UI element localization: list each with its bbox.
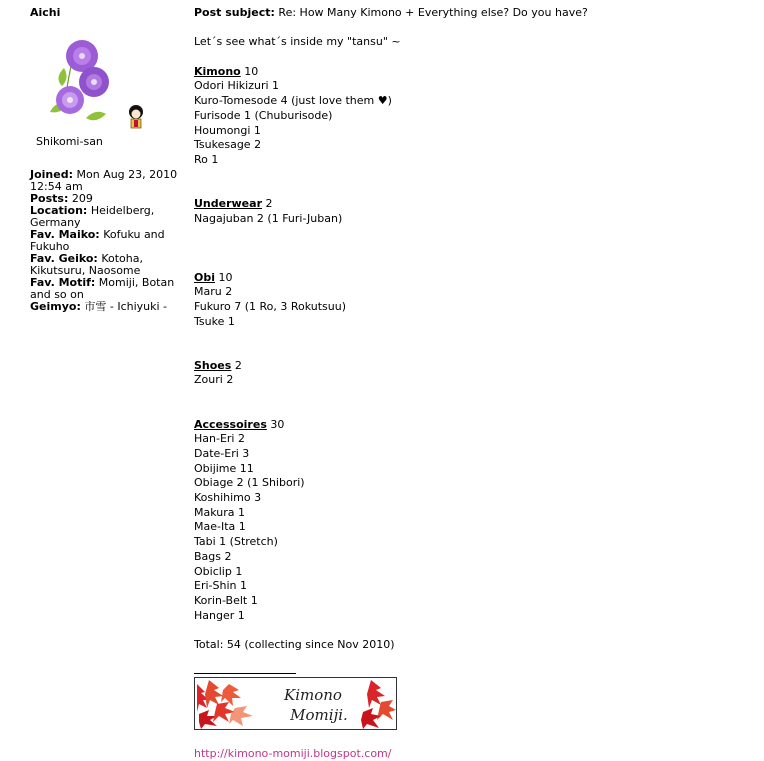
- profile-field: [30, 301, 188, 313]
- profile-field-label: Fav. Motif:: [30, 276, 96, 289]
- section-count: 10: [244, 64, 259, 78]
- signature-divider: [194, 673, 296, 674]
- profile-field-label: Joined:: [30, 168, 73, 181]
- section-title: Underwear: [194, 197, 262, 211]
- list-item: Tsuke 1: [194, 314, 235, 328]
- profile-field-label: Geimyo:: [30, 300, 81, 313]
- section-heading: [194, 65, 754, 80]
- list-item: Hanger 1: [194, 608, 245, 622]
- list-item: Obijime 11: [194, 461, 254, 475]
- section-count: 30: [270, 417, 285, 431]
- list-item: Mae-Ita 1: [194, 520, 246, 534]
- section-count: 10: [218, 270, 233, 284]
- profile-field: [30, 205, 188, 229]
- list-item: Obiage 2 (1 Shibori): [194, 476, 305, 490]
- profile-field-value: Kotoha, Kikutsuru, Naosome: [30, 252, 143, 277]
- list-item: Tsukesage 2: [194, 138, 262, 152]
- spacer: [194, 623, 754, 638]
- morning-glory-avatar: [36, 38, 116, 130]
- maiko-rank-icon: [126, 104, 146, 130]
- profile-field-value: 市雪 - Ichiyuki -: [84, 300, 168, 313]
- spacer: [194, 388, 754, 403]
- kimono-momiji-banner[interactable]: [194, 677, 397, 730]
- profile-field-value: Mon Aug 23, 2010 12:54 am: [30, 168, 178, 193]
- list-item: Zouri 2: [194, 373, 234, 387]
- list-item: Fukuro 7 (1 Ro, 3 Rokutsuu): [194, 299, 347, 313]
- profile-field-value: Kofuku and Fukuho: [30, 228, 165, 253]
- profile-field-value: Heidelberg, Germany: [30, 204, 155, 229]
- list-item: Furisode 1 (Chuburisode): [194, 108, 333, 122]
- post-subject-label: Post subject:: [194, 6, 275, 19]
- post-total: Total: 54 (collecting since Nov 2010): [194, 638, 395, 652]
- section-title: Kimono: [194, 64, 241, 78]
- spacer: [194, 329, 754, 344]
- list-item: Nagajuban 2 (1 Furi-Juban): [194, 211, 343, 225]
- list-item: Bags 2: [194, 549, 232, 563]
- section-count: 2: [234, 358, 242, 372]
- profile-field-value: Momiji, Botan and so on: [30, 276, 175, 301]
- spacer: [194, 21, 754, 36]
- list-item: Obiclip 1: [194, 564, 243, 578]
- spacer: [194, 403, 754, 418]
- list-item: Koshihimo 3: [194, 491, 262, 505]
- list-item: Eri-Shin 1: [194, 579, 247, 593]
- profile-field-label: Location:: [30, 204, 88, 217]
- maple-leaves-left: [197, 680, 253, 729]
- spacer: [194, 182, 754, 197]
- author-panel: [30, 6, 188, 313]
- list-item: Odori Hikizuri 1: [194, 79, 280, 93]
- spacer: [194, 50, 754, 65]
- maple-leaves-right: [361, 680, 396, 729]
- spacer: [194, 241, 754, 256]
- profile-field-value: 209: [71, 192, 93, 205]
- section-heading: [194, 418, 754, 433]
- list-item: Kuro-Tomesode 4 (just love them ♥): [194, 94, 392, 108]
- section-title: Accessoires: [194, 417, 267, 431]
- profile-field: [30, 253, 188, 277]
- post-subject-line: [194, 6, 754, 21]
- author-name[interactable]: Aichi: [30, 6, 61, 19]
- post-intro: Let´s see what´s inside my "tansu" ~: [194, 35, 401, 49]
- profile-field-label: Posts:: [30, 192, 69, 205]
- banner-line-1: Kimono: [284, 685, 342, 704]
- profile-field-label: Fav. Maiko:: [30, 228, 100, 241]
- inventory-sections: [194, 65, 754, 638]
- list-item: Ro 1: [194, 153, 219, 166]
- profile-field-label: Fav. Geiko:: [30, 252, 98, 265]
- section-heading: [194, 197, 754, 212]
- author-rank: Shikomi-san: [36, 135, 103, 148]
- profile-field: [30, 229, 188, 253]
- list-item: Han-Eri 2: [194, 432, 245, 446]
- blog-link[interactable]: http://kimono-momiji.blogspot.com/: [194, 746, 392, 760]
- banner-line-2: Momiji.: [290, 705, 348, 724]
- section-title: Obi: [194, 270, 215, 284]
- profile-field: [30, 169, 188, 193]
- list-item: Korin-Belt 1: [194, 593, 258, 607]
- post-body: [194, 6, 754, 761]
- post-subject: Re: How Many Kimono + Everything else? Do you have?: [278, 6, 588, 19]
- spacer: [194, 344, 754, 359]
- list-item: Houmongi 1: [194, 123, 261, 137]
- spacer: [194, 256, 754, 271]
- section-heading: [194, 271, 754, 286]
- list-item: Tabi 1 (Stretch): [194, 535, 278, 549]
- list-item: Maru 2: [194, 285, 233, 299]
- section-count: 2: [265, 197, 273, 211]
- spacer: [194, 226, 754, 241]
- profile-details: [30, 169, 188, 313]
- spacer: [194, 168, 754, 183]
- list-item: Date-Eri 3: [194, 446, 250, 460]
- section-heading: [194, 359, 754, 374]
- section-title: Shoes: [194, 358, 232, 372]
- profile-field: [30, 277, 188, 301]
- list-item: Makura 1: [194, 505, 245, 519]
